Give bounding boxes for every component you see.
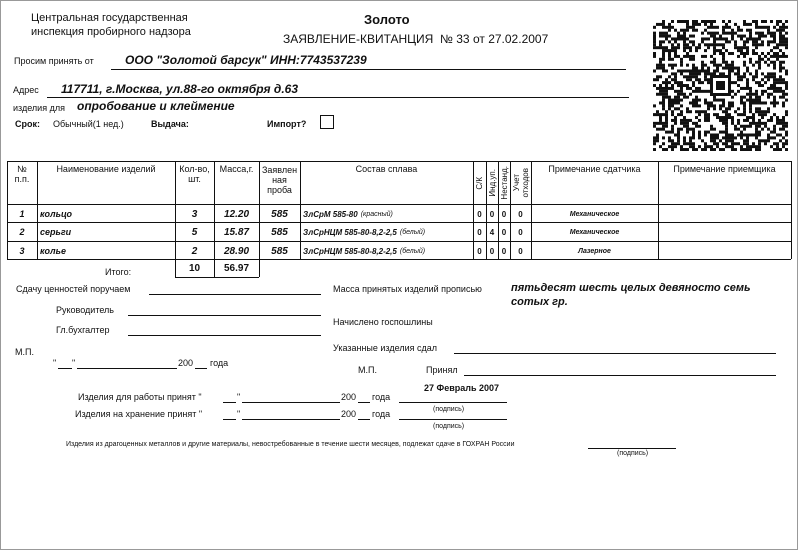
- handed-label: Указанные изделия сдал: [333, 343, 437, 353]
- col-header-name: Наименование изделий: [56, 164, 156, 174]
- row-name: кольцо: [40, 209, 72, 219]
- row-qty: 2: [191, 245, 198, 257]
- document-title: Золото: [364, 12, 410, 27]
- import-label: Импорт?: [267, 119, 307, 129]
- total-label: Итого:: [105, 267, 132, 277]
- row-hall: 0: [501, 227, 507, 237]
- accountant-label: Гл.бухгалтер: [56, 325, 110, 335]
- org-name-line1: Центральная государственная: [31, 12, 188, 24]
- import-checkbox[interactable]: [320, 115, 334, 129]
- work-signature-line: [399, 402, 507, 403]
- receipt-document: Центральная государственная инспекция пробирного надзора Золото ЗАЯВЛЕНИЕ-КВИТАНЦИЯ № 33 от 27.02.2007 Просим принять от ООО "Золотой барсук" ИНН:7743537239 Адрес 117711, г.Москва, ул.88-го октября д.63 изделия для опробование и клеймение Срок: Обычный(1 нед.) Выдача: Импорт? № п.п. Наименование изделий Кол-во, шт. Масса,г. Заявлен ная проба Состав сплава С/К Инд.уп. Нестанд. Учет отходов Примечание сдатчика Примечание приемщика 1 кольцо 3 12.20 585 0 0 0 0 Механическое ЗлСрМ 585-80 (красный) 2 серьги 5 15.87 585 0 4 0 0 Механическое ЗлСрНЦМ 585-80-8,2-2,5 (белый) 3 колье 2 28.90 585 0 0 0 0 Лазерное ЗлСрНЦМ 585-80-8,2-2,5 (белый) Итого: 10 56.97 Сдачу ценностей поручаем Руководитель Гл.бухгалтер М.П. " " 200 года Масса принятых изделий прописью пятьдесят шесть целых девяносто семь сотых гр. Начислено госпошлины Указанные изделия сдал М.П. Принял 27 Февраль 2007 Изделия для работы принят " " 200 года (подпись) Изделия на хранение принят " " 200 года (подпись) Изделия из драгоценных металлов и другие материалы, невостребованные в течение шести месяцев, подлежат сдаче в ГОХРАН России (подпись): [0, 0, 798, 550]
- row-test: 0: [518, 227, 523, 237]
- row-mass: 15.87: [223, 226, 250, 238]
- row-hall: 0: [501, 246, 507, 256]
- col-header-qty: Кол-во, шт.: [179, 164, 210, 184]
- row-note-sender: Лазерное: [578, 247, 611, 255]
- mass-words-label: Масса принятых изделий прописью: [333, 284, 482, 294]
- row-sk: 0: [477, 227, 482, 237]
- number-label: №: [440, 32, 453, 46]
- row-note-sender: Механическое: [569, 210, 620, 218]
- date-year-word: года: [210, 358, 229, 368]
- term-label: Срок:: [15, 119, 40, 129]
- row-sk: 0: [477, 209, 482, 219]
- row-test: 0: [518, 246, 523, 256]
- row-ind: 4: [489, 227, 495, 237]
- request-underline: [111, 69, 626, 70]
- doc-type-line: [283, 32, 548, 46]
- row-mass: 12.20: [223, 208, 250, 220]
- col-header-note-sender: Примечание сдатчика: [548, 164, 641, 174]
- hand-over-label: Сдачу ценностей поручаем: [16, 284, 131, 294]
- term-value: Обычный(1 нед.): [53, 119, 124, 129]
- doc-number: 33: [456, 32, 470, 46]
- col-header-alloy: Состав сплава: [355, 164, 418, 174]
- row-qty: 3: [191, 208, 198, 220]
- accepted-date: 27 Февраль 2007: [424, 383, 500, 393]
- row-alloy: ЗлСрНЦМ 585-80-8,2-2,5 (белый): [303, 227, 426, 237]
- address-underline: [47, 97, 629, 98]
- row-name: серьги: [40, 227, 72, 237]
- col-header-num: № п.п.: [14, 164, 30, 184]
- row-proba: 585: [271, 245, 288, 257]
- stamp-label-right: М.П.: [358, 365, 377, 375]
- row-name: колье: [40, 246, 67, 256]
- mass-words-line1: пятьдесят шесть целых девяносто семь: [511, 282, 751, 294]
- row-number: 2: [19, 227, 25, 237]
- date-year-prefix: 200: [178, 358, 194, 368]
- row-mass: 28.90: [223, 245, 250, 257]
- col-header-test: Учет отходов: [511, 168, 530, 198]
- col-header-ind: Инд.уп.: [487, 169, 497, 197]
- store-signature-line: [399, 419, 507, 420]
- col-header-sk: С/К: [475, 176, 484, 190]
- col-header-hall: Нестанд.: [499, 166, 509, 200]
- date-close-quote: ": [72, 358, 76, 368]
- accepted-label: Принял: [426, 365, 458, 375]
- qr-code-icon: [653, 20, 789, 151]
- doc-type: ЗАЯВЛЕНИЕ-КВИТАНЦИЯ: [283, 32, 434, 46]
- issue-label: Выдача:: [151, 119, 189, 129]
- manager-label: Руководитель: [56, 305, 114, 315]
- total-qty: 10: [188, 263, 201, 274]
- signature-caption-2: (подпись): [433, 423, 465, 430]
- org-name-line2: инспекция пробирного надзора: [31, 26, 191, 38]
- duty-label: Начислено госпошлины: [333, 317, 433, 327]
- stamp-label-left: М.П.: [15, 347, 34, 357]
- row-number: 1: [19, 209, 25, 219]
- row-proba: 585: [271, 208, 288, 220]
- row-number: 3: [19, 246, 25, 256]
- address-label: Адрес: [13, 85, 39, 95]
- total-mass: 56.97: [223, 263, 250, 274]
- row-note-sender: Механическое: [569, 228, 620, 236]
- signature-caption-1: (подпись): [433, 406, 465, 413]
- store-accepted-label: Изделия на хранение принят ": [75, 409, 203, 419]
- col-header-proba: Заявлен ная проба: [261, 165, 298, 195]
- footer-signature-line: [588, 448, 676, 449]
- col-header-note-receiver: Примечание приемщика: [673, 164, 776, 174]
- purpose-label: изделия для: [13, 103, 65, 113]
- request-value: ООО "Золотой барсук" ИНН:7743537239: [125, 53, 367, 67]
- purpose-value: опробование и клеймение: [77, 99, 235, 113]
- row-hall: 0: [501, 209, 507, 219]
- footer-note: Изделия из драгоценных металлов и другие материалы, невостребованные в течение шести месяцев, подлежат сдаче в ГОХРАН России: [66, 441, 515, 448]
- row-sk: 0: [477, 246, 482, 256]
- row-ind: 0: [489, 209, 495, 219]
- row-ind: 0: [489, 246, 495, 256]
- date-open-quote: ": [53, 358, 57, 368]
- row-alloy: ЗлСрНЦМ 585-80-8,2-2,5 (белый): [303, 246, 426, 256]
- request-label: Просим принять от: [14, 56, 94, 66]
- col-header-mass: Масса,г.: [219, 164, 254, 174]
- work-accepted-label: Изделия для работы принят ": [78, 392, 202, 402]
- row-test: 0: [518, 209, 523, 219]
- mass-words-line2: сотых гр.: [511, 296, 568, 308]
- address-value: 117711, г.Москва, ул.88-го октября д.63: [61, 82, 299, 96]
- row-qty: 5: [191, 226, 198, 238]
- signature-caption-3: (подпись): [617, 450, 649, 457]
- date-label: от: [472, 32, 485, 46]
- doc-date: 27.02.2007: [488, 32, 549, 46]
- row-proba: 585: [271, 226, 288, 238]
- row-alloy: ЗлСрМ 585-80 (красный): [303, 209, 393, 219]
